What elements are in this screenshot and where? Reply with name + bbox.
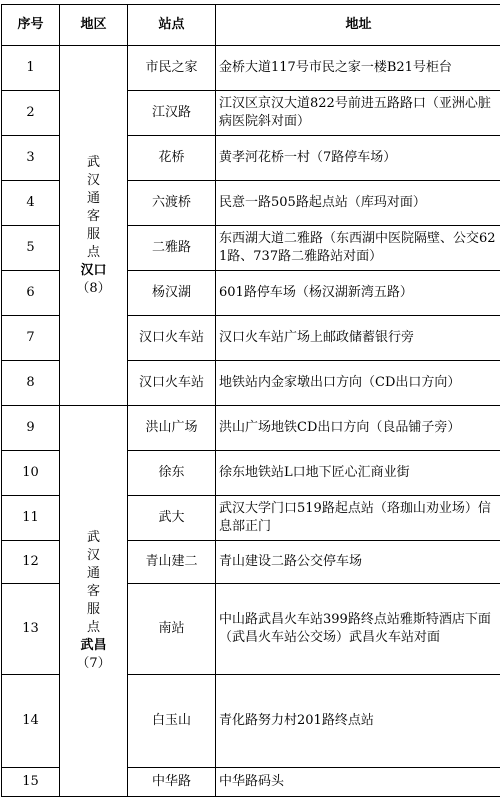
header-site: 站点 bbox=[128, 5, 216, 46]
region-line: 通 客 bbox=[60, 565, 127, 601]
row-site: 汉口火车站 bbox=[128, 316, 216, 361]
region-name: 武昌 bbox=[60, 637, 127, 655]
row-num: 10 bbox=[2, 451, 60, 496]
row-site: 青山建二 bbox=[128, 541, 216, 584]
row-site: 中华路 bbox=[128, 768, 216, 797]
row-address: 地铁站内金家墩出口方向（CD出口方向） bbox=[216, 361, 500, 406]
row-address: 汉口火车站广场上邮政储蓄银行旁 bbox=[216, 316, 500, 361]
row-address: 民意一路505路起点站（库玛对面） bbox=[216, 181, 500, 226]
row-address: 东西湖大道二雅路（东西湖中医院隔壁、公交621路、737路二雅路站对面） bbox=[216, 226, 500, 271]
table-row bbox=[2, 46, 500, 91]
row-site: 二雅路 bbox=[128, 226, 216, 271]
row-site: 市民之家 bbox=[128, 46, 216, 91]
row-site: 白玉山 bbox=[128, 675, 216, 768]
region-line: 武 汉 bbox=[60, 154, 127, 190]
row-num: 3 bbox=[2, 136, 60, 181]
row-address: 青化路努力村201路终点站 bbox=[216, 675, 500, 768]
row-site: 徐东 bbox=[128, 451, 216, 496]
row-address: 武汉大学门口519路起点站（珞珈山劝业场）信息部正门 bbox=[216, 496, 500, 541]
row-address: 中山路武昌火车站399路终点站雅斯特酒店下面（武昌火车站公交场）武昌火车站对面 bbox=[216, 584, 500, 675]
row-site: 汉口火车站 bbox=[128, 361, 216, 406]
row-num: 5 bbox=[2, 226, 60, 271]
row-address: 徐东地铁站L口地下匠心汇商业街 bbox=[216, 451, 500, 496]
row-address: 青山建设二路公交停车场 bbox=[216, 541, 500, 584]
region-cell-wuchang bbox=[60, 406, 128, 797]
region-count: （8） bbox=[60, 280, 127, 298]
row-address: 黄孝河花桥一村（7路停车场） bbox=[216, 136, 500, 181]
row-address: 江汉区京汉大道822号前进五路路口（亚洲心脏病医院斜对面） bbox=[216, 91, 500, 136]
region-count: （7） bbox=[60, 655, 127, 673]
region-name: 汉口 bbox=[60, 262, 127, 280]
row-num: 13 bbox=[2, 584, 60, 675]
region-cell-hankou bbox=[60, 46, 128, 406]
row-num: 14 bbox=[2, 675, 60, 768]
row-num: 7 bbox=[2, 316, 60, 361]
header-address: 地址 bbox=[216, 5, 500, 46]
row-site: 洪山广场 bbox=[128, 406, 216, 451]
row-site: 杨汉湖 bbox=[128, 271, 216, 316]
region-line: 服 点 bbox=[60, 601, 127, 637]
region-line: 通 客 bbox=[60, 190, 127, 226]
region-line: 武 汉 bbox=[60, 529, 127, 565]
service-points-table bbox=[1, 4, 500, 797]
row-num: 8 bbox=[2, 361, 60, 406]
row-site: 花桥 bbox=[128, 136, 216, 181]
region-line: 服 点 bbox=[60, 226, 127, 262]
row-site: 六渡桥 bbox=[128, 181, 216, 226]
row-num: 15 bbox=[2, 768, 60, 797]
row-num: 11 bbox=[2, 496, 60, 541]
table-row bbox=[2, 406, 500, 451]
header-row bbox=[2, 5, 500, 46]
row-num: 1 bbox=[2, 46, 60, 91]
row-address: 洪山广场地铁CD出口方向（良品铺子旁） bbox=[216, 406, 500, 451]
row-site: 南站 bbox=[128, 584, 216, 675]
row-num: 12 bbox=[2, 541, 60, 584]
row-site: 武大 bbox=[128, 496, 216, 541]
row-num: 4 bbox=[2, 181, 60, 226]
row-num: 2 bbox=[2, 91, 60, 136]
row-address: 中华路码头 bbox=[216, 768, 500, 797]
row-address: 金桥大道117号市民之家一楼B21号柜台 bbox=[216, 46, 500, 91]
row-num: 6 bbox=[2, 271, 60, 316]
row-num: 9 bbox=[2, 406, 60, 451]
header-region: 地区 bbox=[60, 5, 128, 46]
row-address: 601路停车场（杨汉湖新湾五路） bbox=[216, 271, 500, 316]
header-num: 序号 bbox=[2, 5, 60, 46]
row-site: 江汉路 bbox=[128, 91, 216, 136]
